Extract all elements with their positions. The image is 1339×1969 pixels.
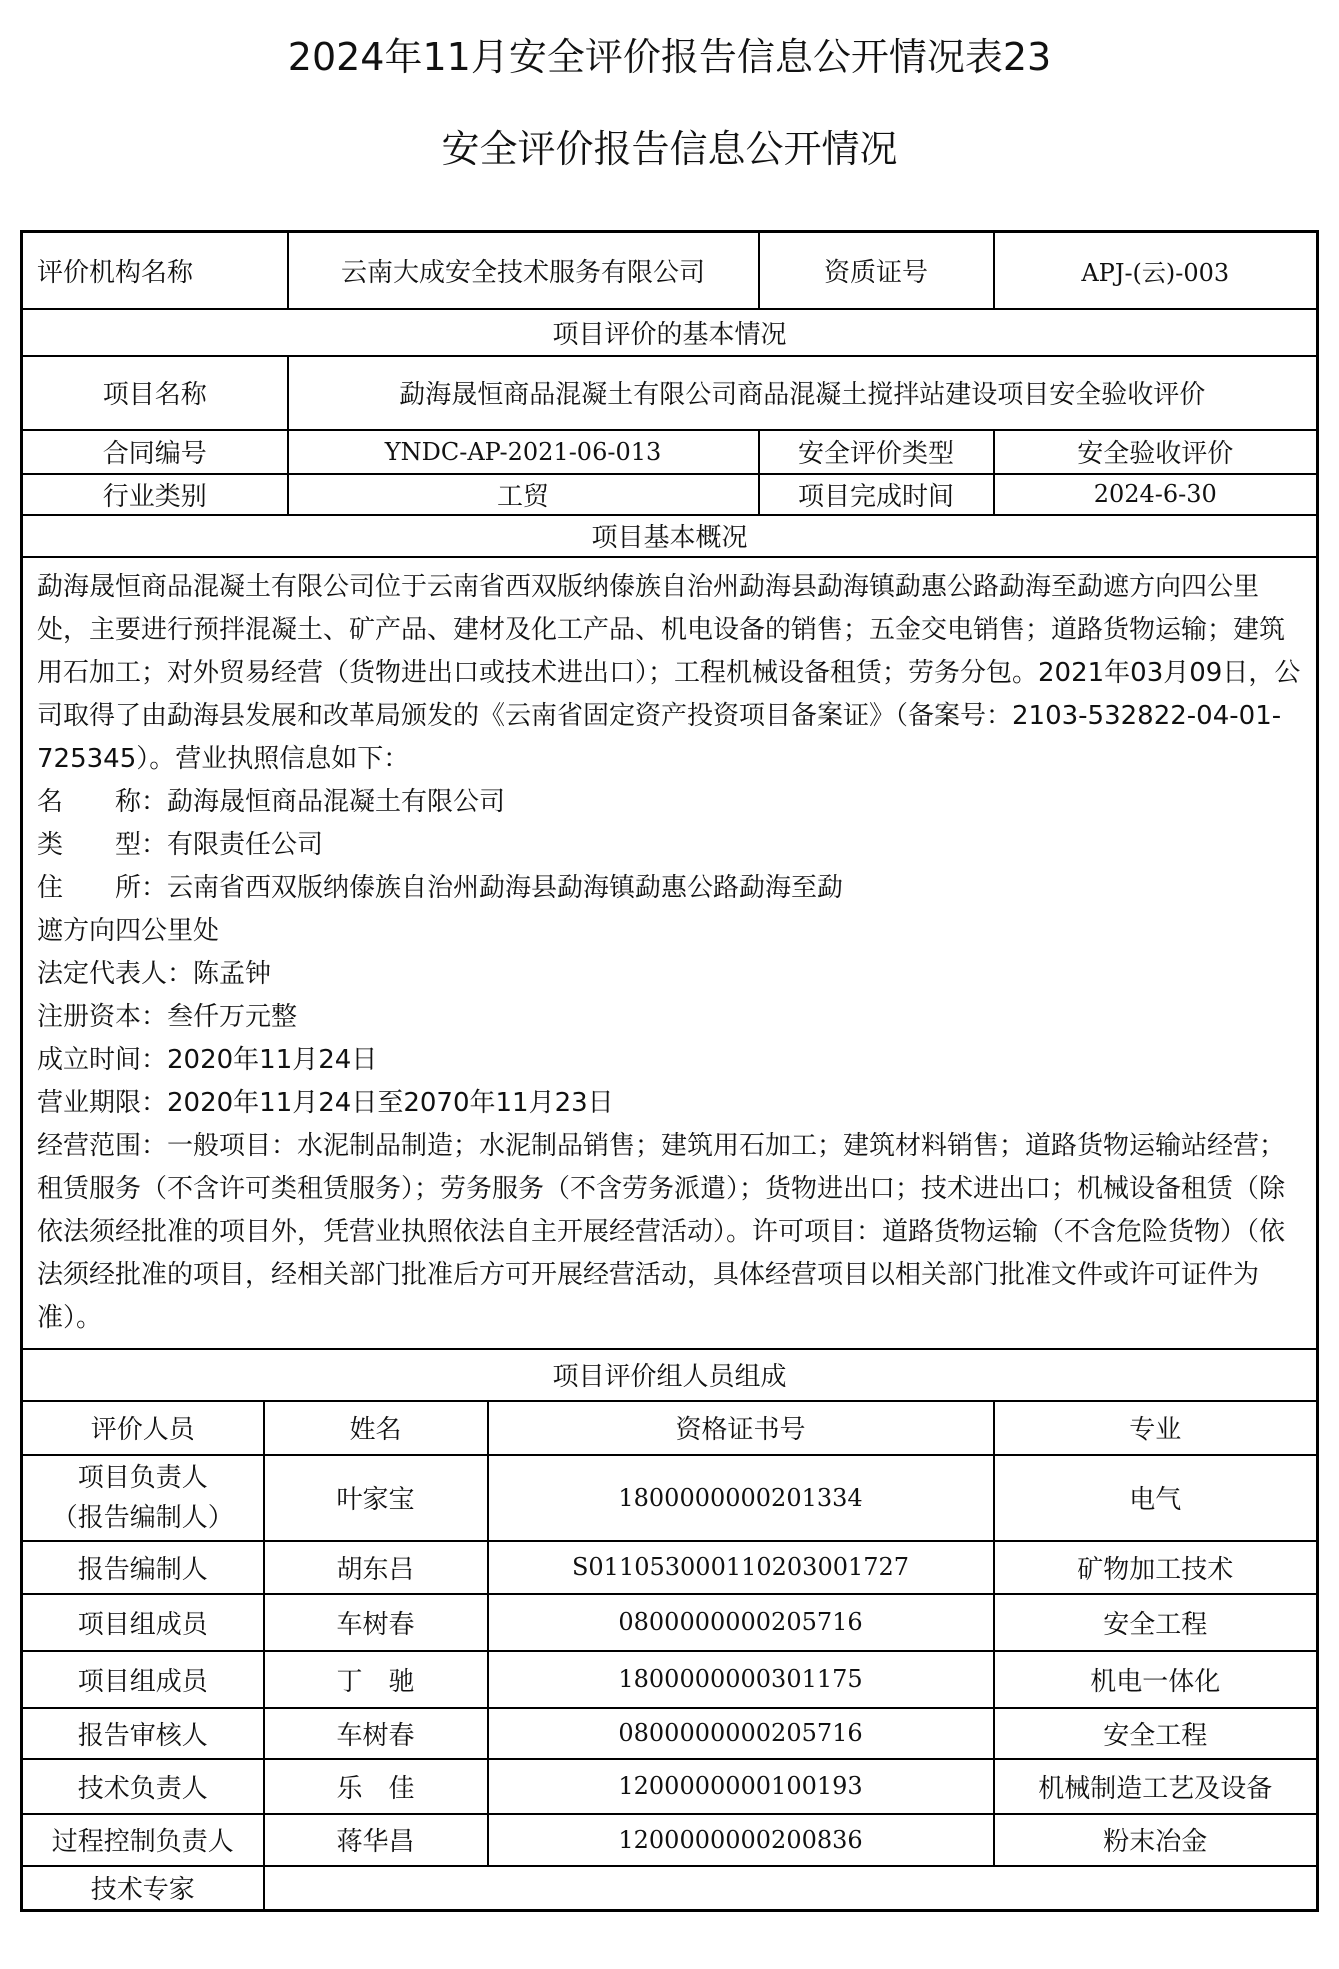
document-title: 2024年11月安全评价报告信息公开情况表23 [287, 35, 1052, 79]
column-header: 评价人员 [22, 1401, 264, 1455]
overview-paragraph: 遮方向四公里处 [37, 915, 220, 946]
name-cell: 蒋华昌 [264, 1814, 488, 1866]
role-cell: 项目负责人 （报告编制人） [22, 1455, 264, 1541]
overview-paragraph: 法定代表人：陈孟钟 [37, 958, 272, 989]
major-cell: 安全工程 [994, 1594, 1318, 1651]
overview-paragraph: 成立时间：2020年11月24日 [37, 1044, 378, 1075]
cert-cell: 1800000000301175 [488, 1651, 994, 1708]
major-cell: 粉末冶金 [994, 1814, 1318, 1866]
cert-label: 资质证号 [759, 232, 994, 309]
project-name-row [22, 356, 1318, 430]
project-name-label: 项目名称 [22, 356, 288, 430]
overview-paragraph: 注册资本：叁仟万元整 [37, 1001, 298, 1032]
overview-paragraph: 名 称：勐海晟恒商品混凝土有限公司 [37, 786, 506, 817]
table-row [22, 1651, 1318, 1708]
table-row [22, 1814, 1318, 1866]
org-label: 评价机构名称 [22, 232, 288, 309]
cert-cell: 0800000000205716 [488, 1594, 994, 1651]
basic-heading: 项目评价的基本情况 [22, 309, 1318, 356]
expert-blank-cell [264, 1866, 1318, 1911]
overview-body [22, 557, 1318, 1349]
team-heading: 项目评价组人员组成 [22, 1349, 1318, 1401]
contract-row [22, 430, 1318, 474]
major-cell: 电气 [994, 1455, 1318, 1541]
name-cell: 叶家宝 [264, 1455, 488, 1541]
role-cell: 报告审核人 [22, 1708, 264, 1759]
contract-value: YNDC-AP-2021-06-013 [288, 430, 759, 474]
name-cell: 车树春 [264, 1594, 488, 1651]
cert-cell: 1200000000100193 [488, 1759, 994, 1814]
table-row [22, 1759, 1318, 1814]
column-header: 姓名 [264, 1401, 488, 1455]
major-cell: 矿物加工技术 [994, 1541, 1318, 1594]
cert-value: APJ-(云)-003 [994, 232, 1318, 309]
industry-row [22, 474, 1318, 515]
industry-label: 行业类别 [22, 474, 288, 515]
cert-cell: 0800000000205716 [488, 1708, 994, 1759]
role-cell: 项目组成员 [22, 1594, 264, 1651]
cert-cell: 1800000000201334 [488, 1455, 994, 1541]
major-cell: 安全工程 [994, 1708, 1318, 1759]
overview-paragraph: 类 型：有限责任公司 [37, 829, 324, 860]
name-cell: 丁 驰 [264, 1651, 488, 1708]
finish-label: 项目完成时间 [759, 474, 994, 515]
overview-paragraph: 经营范围：一般项目：水泥制品制造；水泥制品销售；建筑用石加工；建筑材料销售；道路货物运输站经营；租赁服务（不含许可类租赁服务）；劳务服务（不含劳务派遣）；货物进出口；技术进出口；机械设备租赁（除依法须经批准的项目外，凭营业执照依法自主开展经营活动）。许可项目：道路货物运输（不含危险货物）（依法须经批准的项目，经相关部门批准后方可开展经营活动，具体经营项目以相关部门批准文件或许可证件为准）。 [37, 1130, 1286, 1333]
industry-value: 工贸 [288, 474, 759, 515]
eval-type-value: 安全验收评价 [994, 430, 1318, 474]
major-cell: 机电一体化 [994, 1651, 1318, 1708]
org-value: 云南大成安全技术服务有限公司 [288, 232, 759, 309]
column-header: 专业 [994, 1401, 1318, 1455]
project-name-value: 勐海晟恒商品混凝土有限公司商品混凝土搅拌站建设项目安全验收评价 [288, 356, 1318, 430]
overview-paragraph: 营业期限：2020年11月24日至2070年11月23日 [37, 1087, 614, 1118]
role-cell: 技术负责人 [22, 1759, 264, 1814]
cert-cell: 1200000000200836 [488, 1814, 994, 1866]
table-row [22, 1541, 1318, 1594]
role-cell: 项目组成员 [22, 1651, 264, 1708]
column-header: 资格证书号 [488, 1401, 994, 1455]
table-row [22, 1594, 1318, 1651]
table-row [22, 1708, 1318, 1759]
name-cell: 乐 佳 [264, 1759, 488, 1814]
role-cell: 技术专家 [22, 1866, 264, 1911]
name-cell: 胡东吕 [264, 1541, 488, 1594]
contract-label: 合同编号 [22, 430, 288, 474]
cert-cell: S011053000110203001727 [488, 1541, 994, 1594]
eval-type-label: 安全评价类型 [759, 430, 994, 474]
finish-value: 2024-6-30 [994, 474, 1318, 515]
major-cell: 机械制造工艺及设备 [994, 1759, 1318, 1814]
team-header-row [22, 1401, 1318, 1455]
disclosure-sheet [20, 230, 1316, 1912]
role-cell: 过程控制负责人 [22, 1814, 264, 1866]
document-subtitle: 安全评价报告信息公开情况 [441, 127, 898, 171]
org-row [22, 232, 1318, 309]
disclosure-table [20, 230, 1319, 1912]
table-row [22, 1866, 1318, 1911]
overview-paragraph: 住 所：云南省西双版纳傣族自治州勐海县勐海镇勐惠公路勐海至勐 [37, 872, 844, 903]
role-cell: 报告编制人 [22, 1541, 264, 1594]
name-cell: 车树春 [264, 1708, 488, 1759]
overview-heading: 项目基本概况 [22, 515, 1318, 557]
overview-paragraph: 勐海晟恒商品混凝土有限公司位于云南省西双版纳傣族自治州勐海县勐海镇勐惠公路勐海至勐遮方向四公里处，主要进行预拌混凝土、矿产品、建材及化工产品、机电设备的销售；五金交电销售；道路货物运输；建筑用石加工；对外贸易经营（货物进出口或技术进出口）；工程机械设备租赁；劳务分包。2021年03月09日，公司取得了由勐海县发展和改革局颁发的《云南省固定资产投资项目备案证》（备案号：2103-532822-04-01-725345）。营业执照信息如下： [37, 571, 1301, 774]
table-row [22, 1455, 1318, 1541]
